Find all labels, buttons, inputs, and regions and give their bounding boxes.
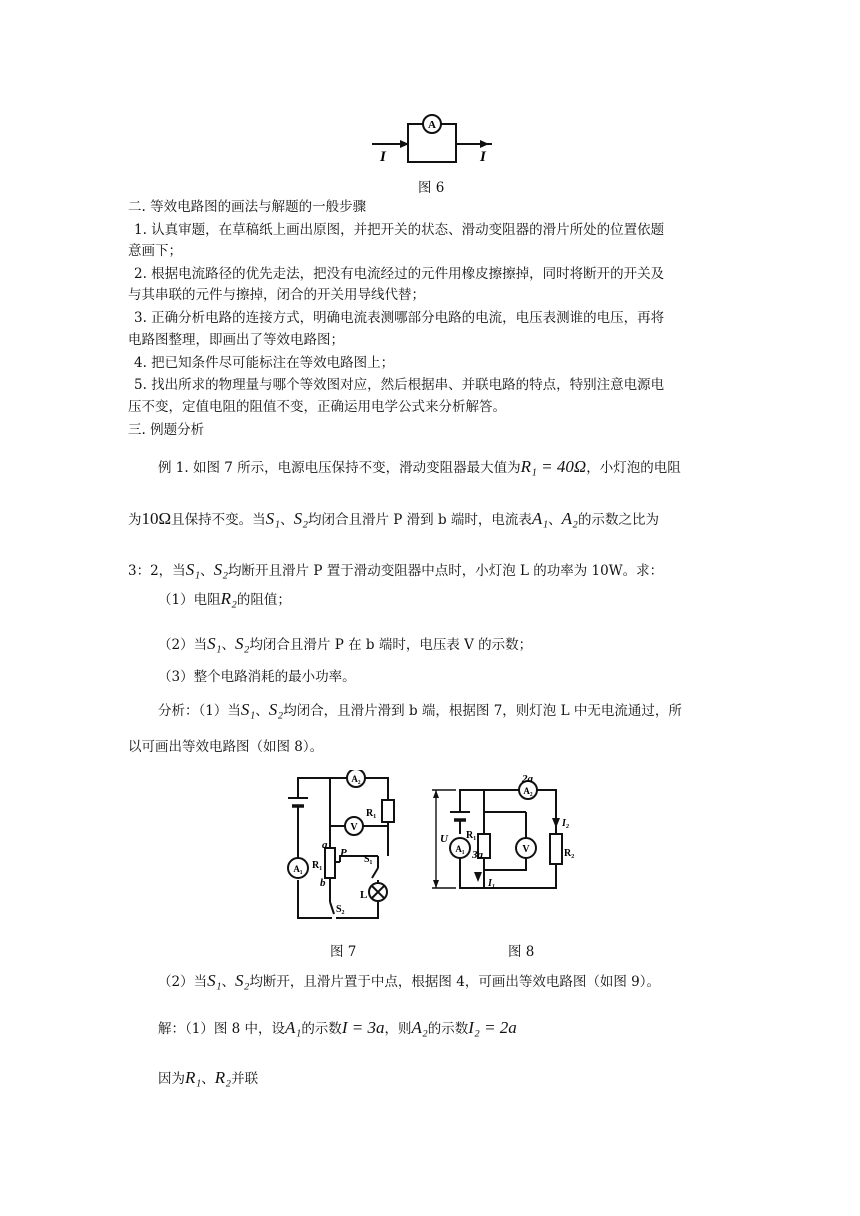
example-1-line-2: 为10Ω且保持不变。当S₁、S₂均闭合且滑片 P 滑到 b 端时，电流表A₁、A₂的示数之比为 xyxy=(128,509,659,528)
wire-top xyxy=(298,778,388,802)
label-i1: I₁ xyxy=(488,878,496,889)
figure-6-diagram xyxy=(368,108,500,166)
arrow-out-icon xyxy=(480,140,489,148)
label-r1: R₁ xyxy=(466,830,477,841)
step-5-line-1: 5. 找出所求的物理量与哪个等效图对应，然后根据串、并联电路的特点，特别注意电源电 xyxy=(134,377,665,393)
label-s1: S₁ xyxy=(364,854,373,865)
label-l: L xyxy=(360,889,368,901)
step-5-line-2: 压不变，定值电阻的阻值不变，正确运用电学公式来分析解答。 xyxy=(128,399,506,415)
label-a2: A₂ xyxy=(351,774,361,784)
step-1-line-1: 1. 认真审题，在草稿纸上画出原图，并把开关的状态、滑动变阻器的滑片所处的位置依题 xyxy=(134,222,665,238)
formula-i2-2a: I₂ = 2a xyxy=(468,1018,517,1037)
resistor-r1-top xyxy=(382,800,394,822)
label-r1-left: R₁ xyxy=(312,860,323,871)
wire-bottom xyxy=(460,864,556,888)
label-u: U xyxy=(440,833,448,845)
label-b: b xyxy=(320,877,326,889)
part-2-line: （2）当S₁、S₂均断开，且滑片置于中点，根据图 4，可画出等效电路图（如图 9）。 xyxy=(158,971,660,990)
analysis-line-1: 分析：（1）当S₁、S₂均闭合，且滑片滑到 b 端，根据图 7，则灯泡 L 中无电流通过，所 xyxy=(158,700,682,719)
step-1-line-2: 意画下； xyxy=(128,243,182,259)
arrow-i2-icon xyxy=(552,818,560,828)
step-2-line-1: 2. 根据电流路径的优先走法，把没有电流经过的元件用橡皮擦擦掉，同时将断开的开关及 xyxy=(134,266,665,282)
label-s2: S₂ xyxy=(336,904,345,915)
solution-line-1: 解：（1）图 8 中，设A₁的示数I = 3a，则A₂的示数I₂ = 2a xyxy=(158,1018,517,1037)
current-label-in: I xyxy=(380,149,386,165)
switch-s1-icon xyxy=(372,868,378,878)
current-label-out: I xyxy=(480,149,486,165)
arrow-down-icon xyxy=(433,880,439,888)
label-a1: A₁ xyxy=(293,864,303,874)
figure-6-caption: 图 6 xyxy=(418,180,445,196)
figure-8-caption: 图 8 xyxy=(508,944,535,960)
arrow-up-icon xyxy=(433,790,439,798)
because-line: 因为R₁、R₂并联 xyxy=(158,1068,259,1087)
label-a1: A₁ xyxy=(455,844,465,854)
example-1-line-3: 3：2，当S₁、S₂均断开且滑片 P 置于滑动变阻器中点时，小灯泡 L 的功率为 10W。求： xyxy=(128,560,664,579)
label-a: a xyxy=(322,839,328,851)
wire-v-bottom xyxy=(484,858,526,870)
question-2: （2）当S₁、S₂均闭合且滑片 P 在 b 端时，电压表 V 的示数； xyxy=(158,634,533,653)
label-v: V xyxy=(522,844,530,855)
switch-s2-icon xyxy=(330,902,334,914)
ammeter-letter: A xyxy=(428,119,436,131)
label-a2: A₂ xyxy=(523,786,533,796)
label-p: P xyxy=(340,847,347,859)
figure-8-diagram xyxy=(430,772,580,898)
analysis-line-2: 以可画出等效电路图（如图 8）。 xyxy=(128,739,324,755)
label-3a: 3a xyxy=(472,849,483,861)
step-2-line-2: 与其串联的元件与擦掉，闭合的开关用导线代替； xyxy=(128,287,425,303)
wire-left-lower xyxy=(298,880,332,918)
label-r1-top: R₁ xyxy=(366,808,377,819)
label-i2: I₂ xyxy=(562,818,570,829)
arrow-i1-icon xyxy=(474,872,482,882)
example-1-line-1: 例 1. 如图 7 所示，电源电压保持不变，滑动变阻器最大值为R₁ = 40Ω，小灯泡的电阻 xyxy=(158,457,681,476)
step-3-line-2: 电路图整理，即画出了等效电路图； xyxy=(128,332,344,348)
step-4: 4. 把已知条件尽可能标注在等效电路图上； xyxy=(134,355,395,371)
question-1: （1）电阻R₂的阻值； xyxy=(158,589,291,608)
step-3-line-1: 3. 正确分析电路的连接方式，明确电流表测哪部分电路的电流，电压表测谁的电压，再将 xyxy=(134,310,665,326)
label-r2: R₂ xyxy=(564,848,575,859)
formula-i-3a: I = 3a xyxy=(341,1018,385,1037)
section-3-heading: 三. 例题分析 xyxy=(128,422,205,438)
question-3: （3）整个电路消耗的最小功率。 xyxy=(158,669,356,685)
label-2a: 2a xyxy=(522,773,533,785)
resistor-r2 xyxy=(550,834,562,864)
figure-7-diagram xyxy=(280,770,400,930)
wire-bottom xyxy=(342,902,378,918)
formula-r1-40ohm: R₁ = 40Ω xyxy=(520,457,587,476)
section-2-heading: 二. 等效电路图的画法与解题的一般步骤 xyxy=(128,199,367,215)
figure-7-caption: 图 7 xyxy=(330,944,357,960)
rheostat-r1 xyxy=(325,848,335,878)
label-v: V xyxy=(350,822,358,833)
